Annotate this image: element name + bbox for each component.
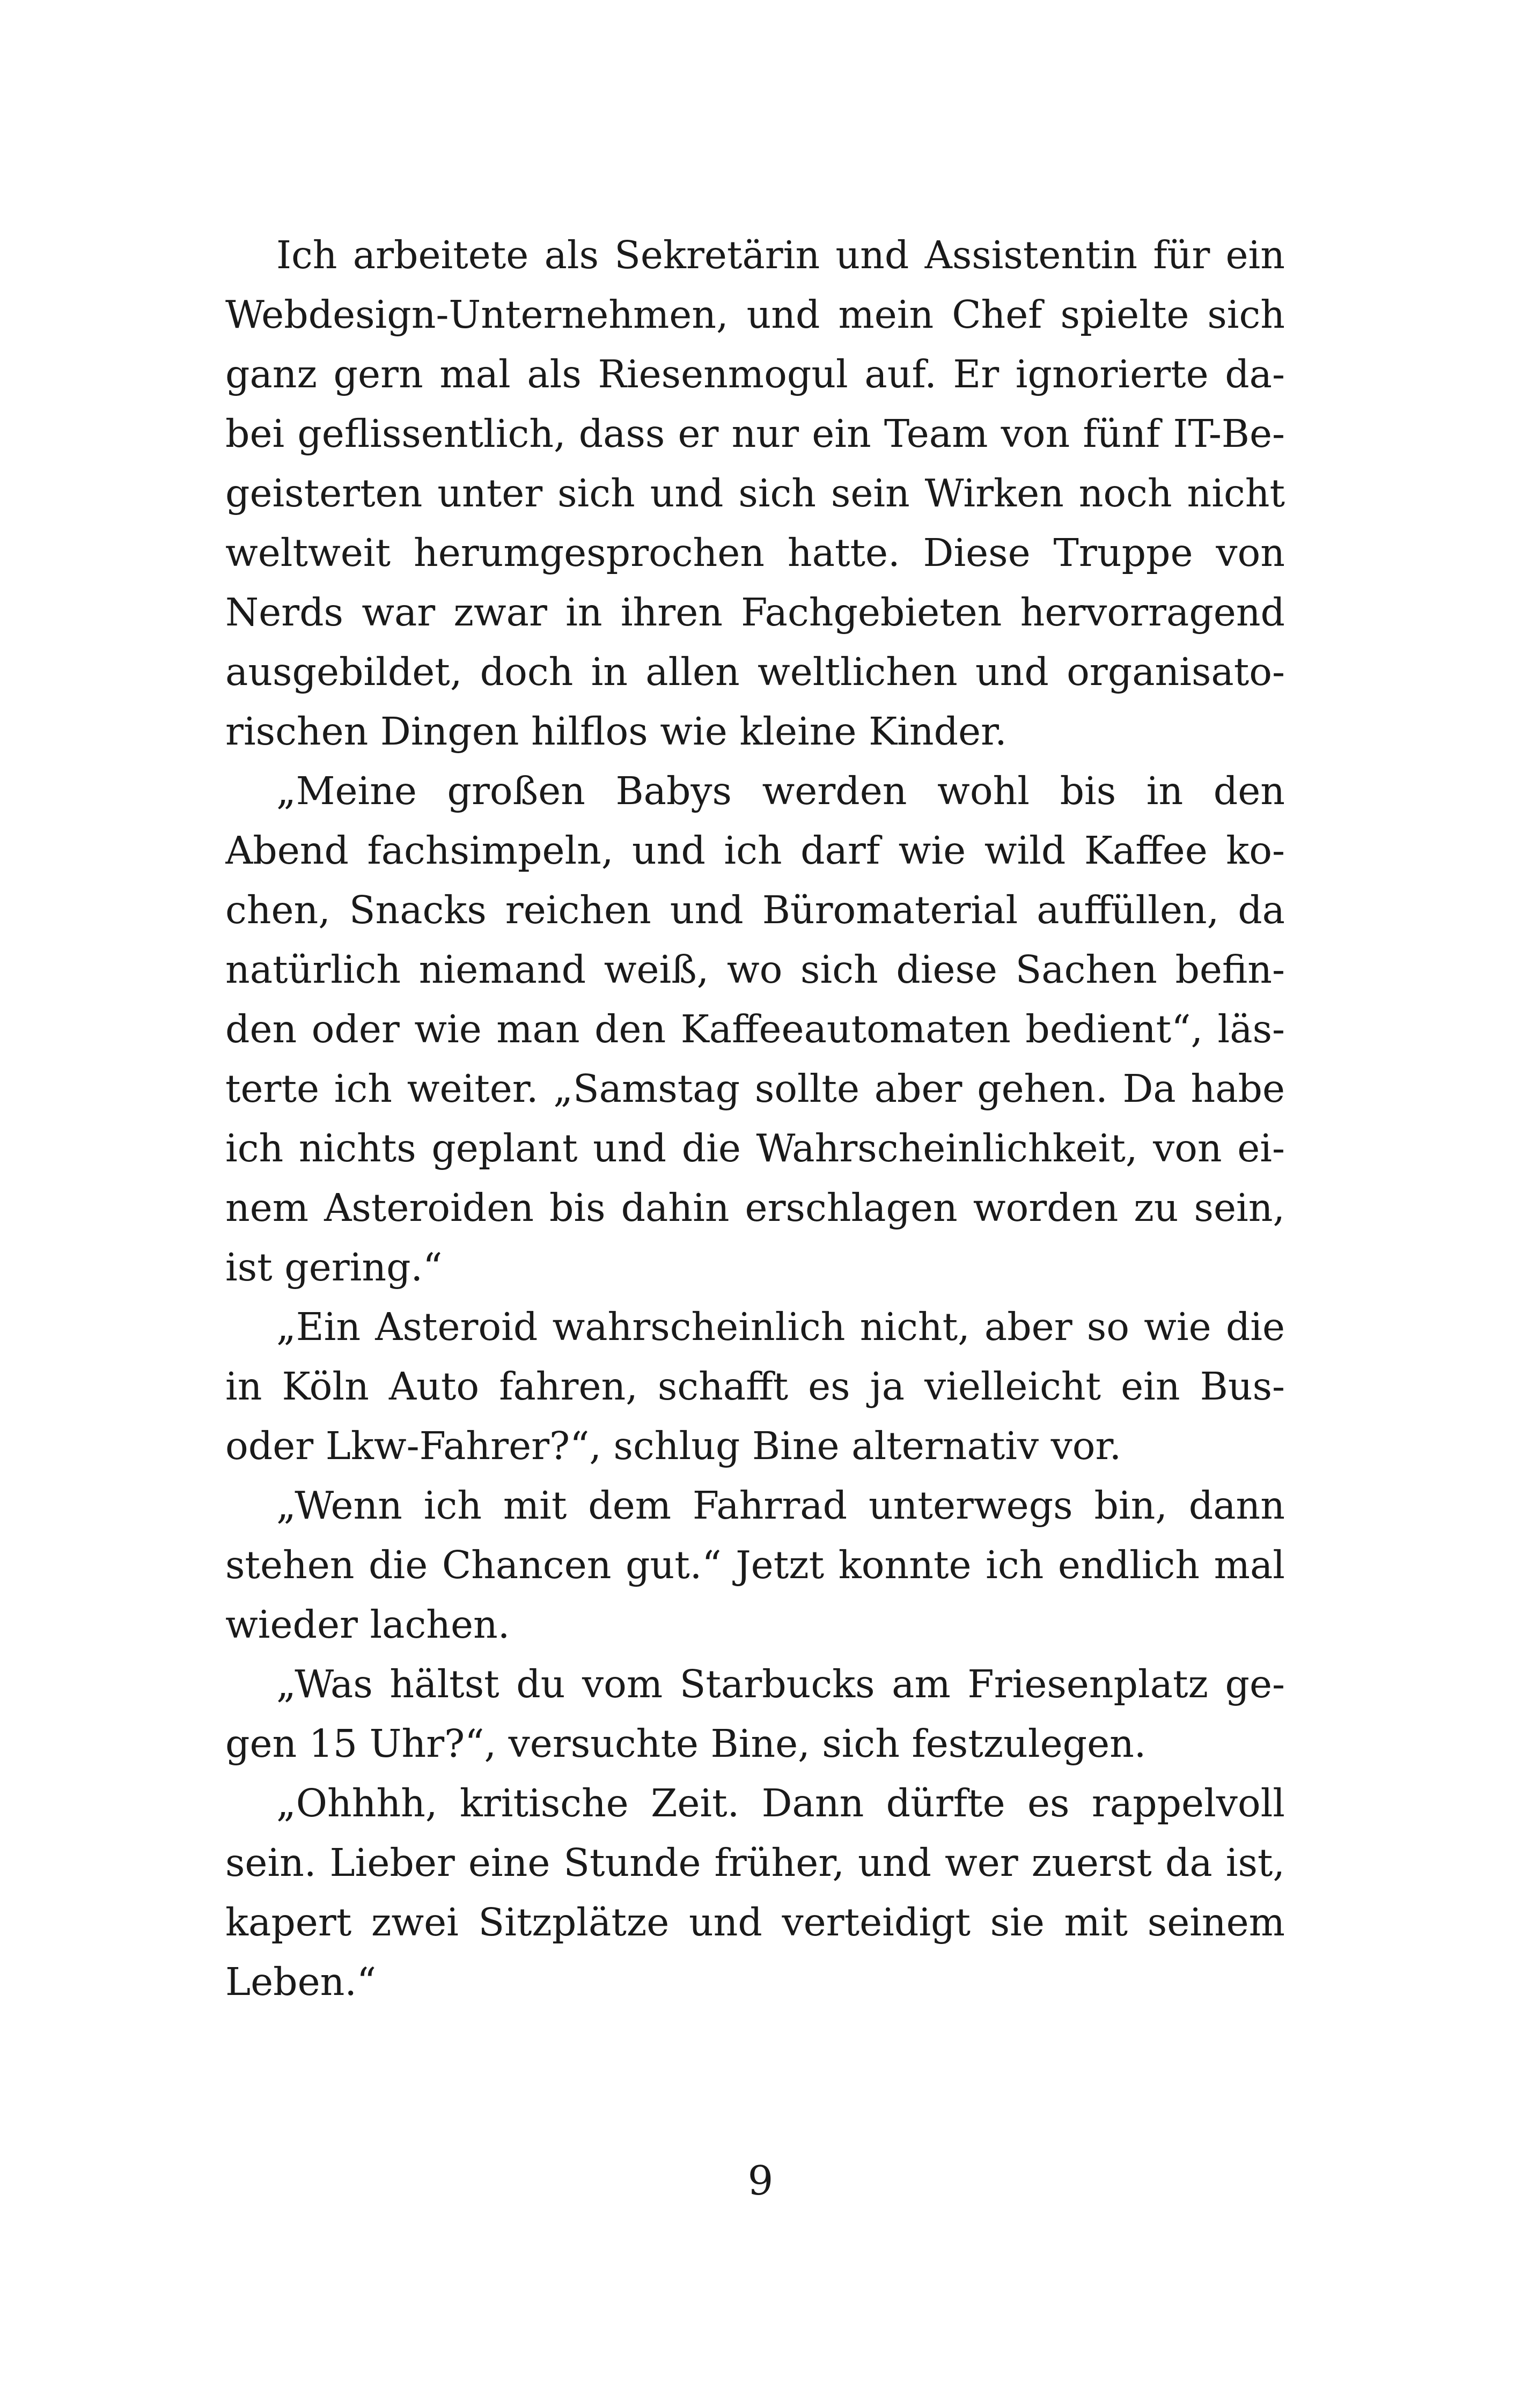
text-line: den oder wie man den Kaffeeautomaten bedient“, läs- bbox=[225, 1007, 1285, 1051]
text-line: geisterten unter sich und sich sein Wirken noch nicht bbox=[225, 471, 1285, 516]
text-line: weltweit herumgesprochen hatte. Diese Truppe von bbox=[225, 531, 1285, 575]
text-line: bei geflissentlich, dass er nur ein Team von fünf IT-Be- bbox=[225, 411, 1285, 456]
text-line: oder Lkw-Fahrer?“, schlug Bine alternativ vor. bbox=[225, 1424, 1122, 1468]
text-line: terte ich weiter. „Samstag sollte aber gehen. Da habe bbox=[225, 1066, 1285, 1111]
text-line: nem Asteroiden bis dahin erschlagen worden zu sein, bbox=[225, 1185, 1285, 1230]
text-line: ich nichts geplant und die Wahrscheinlichkeit, von ei- bbox=[225, 1126, 1285, 1170]
text-line: stehen die Chancen gut.“ Jetzt konnte ich endlich mal bbox=[225, 1543, 1285, 1587]
text-line: „Wenn ich mit dem Fahrrad unterwegs bin, dann bbox=[276, 1483, 1285, 1528]
text-line: natürlich niemand weiß, wo sich diese Sachen befin- bbox=[225, 947, 1285, 992]
text-line: „Ohhhh, kritische Zeit. Dann dürfte es rappelvoll bbox=[276, 1781, 1285, 1825]
text-line: ganz gern mal als Riesenmogul auf. Er ignorierte da- bbox=[225, 352, 1285, 396]
text-line: chen, Snacks reichen und Büromaterial auffüllen, da bbox=[225, 888, 1285, 932]
text-line: Leben.“ bbox=[225, 1960, 377, 2004]
text-line: „Meine großen Babys werden wohl bis in den bbox=[276, 769, 1285, 813]
text-line: ist gering.“ bbox=[225, 1245, 443, 1290]
page-number: 9 bbox=[747, 2157, 774, 2204]
text-line: in Köln Auto fahren, schafft es ja vielleicht ein Bus- bbox=[225, 1364, 1285, 1409]
text-line: „Ein Asteroid wahrscheinlich nicht, aber so wie die bbox=[276, 1305, 1285, 1349]
text-line: kapert zwei Sitzplätze und verteidigt sie mit seinem bbox=[225, 1900, 1285, 1945]
text-line: gen 15 Uhr?“, versuchte Bine, sich festzulegen. bbox=[225, 1721, 1147, 1766]
text-line: wieder lachen. bbox=[225, 1602, 510, 1647]
text-line: „Was hältst du vom Starbucks am Friesenplatz ge- bbox=[276, 1662, 1285, 1706]
text-line: rischen Dingen hilflos wie kleine Kinder. bbox=[225, 709, 1007, 754]
text-line: sein. Lieber eine Stunde früher, und wer zuerst da ist, bbox=[225, 1840, 1285, 1885]
text-line: Ich arbeitete als Sekretärin und Assistentin für ein bbox=[276, 233, 1285, 277]
text-line: Abend fachsimpeln, und ich darf wie wild Kaffee ko- bbox=[225, 828, 1285, 873]
text-line: Webdesign-Unternehmen, und mein Chef spielte sich bbox=[225, 292, 1285, 337]
body-text bbox=[225, 225, 1285, 2012]
text-line: Nerds war zwar in ihren Fachgebieten hervorragend bbox=[225, 590, 1285, 635]
text-line: ausgebildet, doch in allen weltlichen und organisato- bbox=[225, 650, 1285, 694]
